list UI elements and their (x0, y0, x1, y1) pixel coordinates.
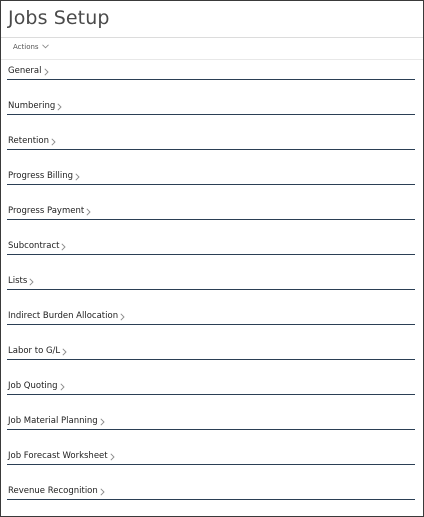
fasttab-indirect-burden-allocation[interactable] (7, 310, 415, 325)
fasttab-header (8, 206, 91, 217)
fasttab-retention[interactable] (7, 135, 415, 150)
fasttab-general[interactable] (7, 65, 415, 80)
fasttab-revenue-recognition[interactable] (7, 485, 415, 500)
chevron-right-icon (120, 313, 125, 321)
fasttab-header (8, 101, 62, 112)
fasttab-label: Job Material Planning (8, 416, 98, 426)
fasttab-label: Lists (8, 276, 28, 286)
fasttab-label: Indirect Burden Allocation (8, 311, 119, 321)
chevron-down-icon (42, 42, 49, 53)
chevron-right-icon (100, 418, 105, 426)
fasttab-label: Job Quoting (8, 381, 58, 391)
fasttab-label: Subcontract (8, 241, 60, 251)
chevron-right-icon (60, 383, 65, 391)
action-bar (1, 37, 423, 60)
chevron-right-icon (75, 173, 80, 181)
fasttab-label: Retention (8, 136, 49, 146)
fasttab-labor-to-gl[interactable] (7, 345, 415, 360)
fasttab-progress-payment[interactable] (7, 205, 415, 220)
chevron-right-icon (86, 208, 91, 216)
fasttab-header (8, 136, 56, 147)
fasttab-job-material-planning[interactable] (7, 415, 415, 430)
actions-menu-button[interactable] (13, 42, 49, 53)
page-title: Jobs Setup (8, 7, 110, 29)
fasttab-label: General (8, 66, 42, 76)
chevron-right-icon (62, 348, 67, 356)
fasttab-header (8, 416, 105, 427)
chevron-right-icon (29, 278, 34, 286)
chevron-right-icon (100, 488, 105, 496)
fasttab-lists[interactable] (7, 275, 415, 290)
fasttab-header (8, 66, 49, 77)
fasttab-numbering[interactable] (7, 100, 415, 115)
chevron-right-icon (51, 138, 56, 146)
fasttab-header (8, 381, 65, 392)
fasttab-header (8, 346, 67, 357)
fasttab-label: Labor to G/L (8, 346, 61, 356)
fasttab-label: Progress Payment (8, 206, 85, 216)
fasttab-header (8, 486, 105, 497)
actions-label: Actions (13, 43, 39, 51)
fasttab-job-quoting[interactable] (7, 380, 415, 395)
fasttab-header (8, 241, 66, 252)
fasttab-label: Numbering (8, 101, 56, 111)
fasttab-label: Progress Billing (8, 171, 74, 181)
fasttab-job-forecast-worksheet[interactable] (7, 450, 415, 465)
chevron-right-icon (44, 68, 49, 76)
chevron-right-icon (110, 453, 115, 461)
fasttab-label: Job Forecast Worksheet (8, 451, 108, 461)
fasttab-header (8, 451, 115, 462)
fasttab-subcontract[interactable] (7, 240, 415, 255)
chevron-right-icon (61, 243, 66, 251)
fasttab-label: Revenue Recognition (8, 486, 98, 496)
chevron-right-icon (57, 103, 62, 111)
fasttab-progress-billing[interactable] (7, 170, 415, 185)
fasttab-header (8, 311, 125, 322)
fasttab-header (8, 171, 80, 182)
fasttab-header (8, 276, 34, 287)
